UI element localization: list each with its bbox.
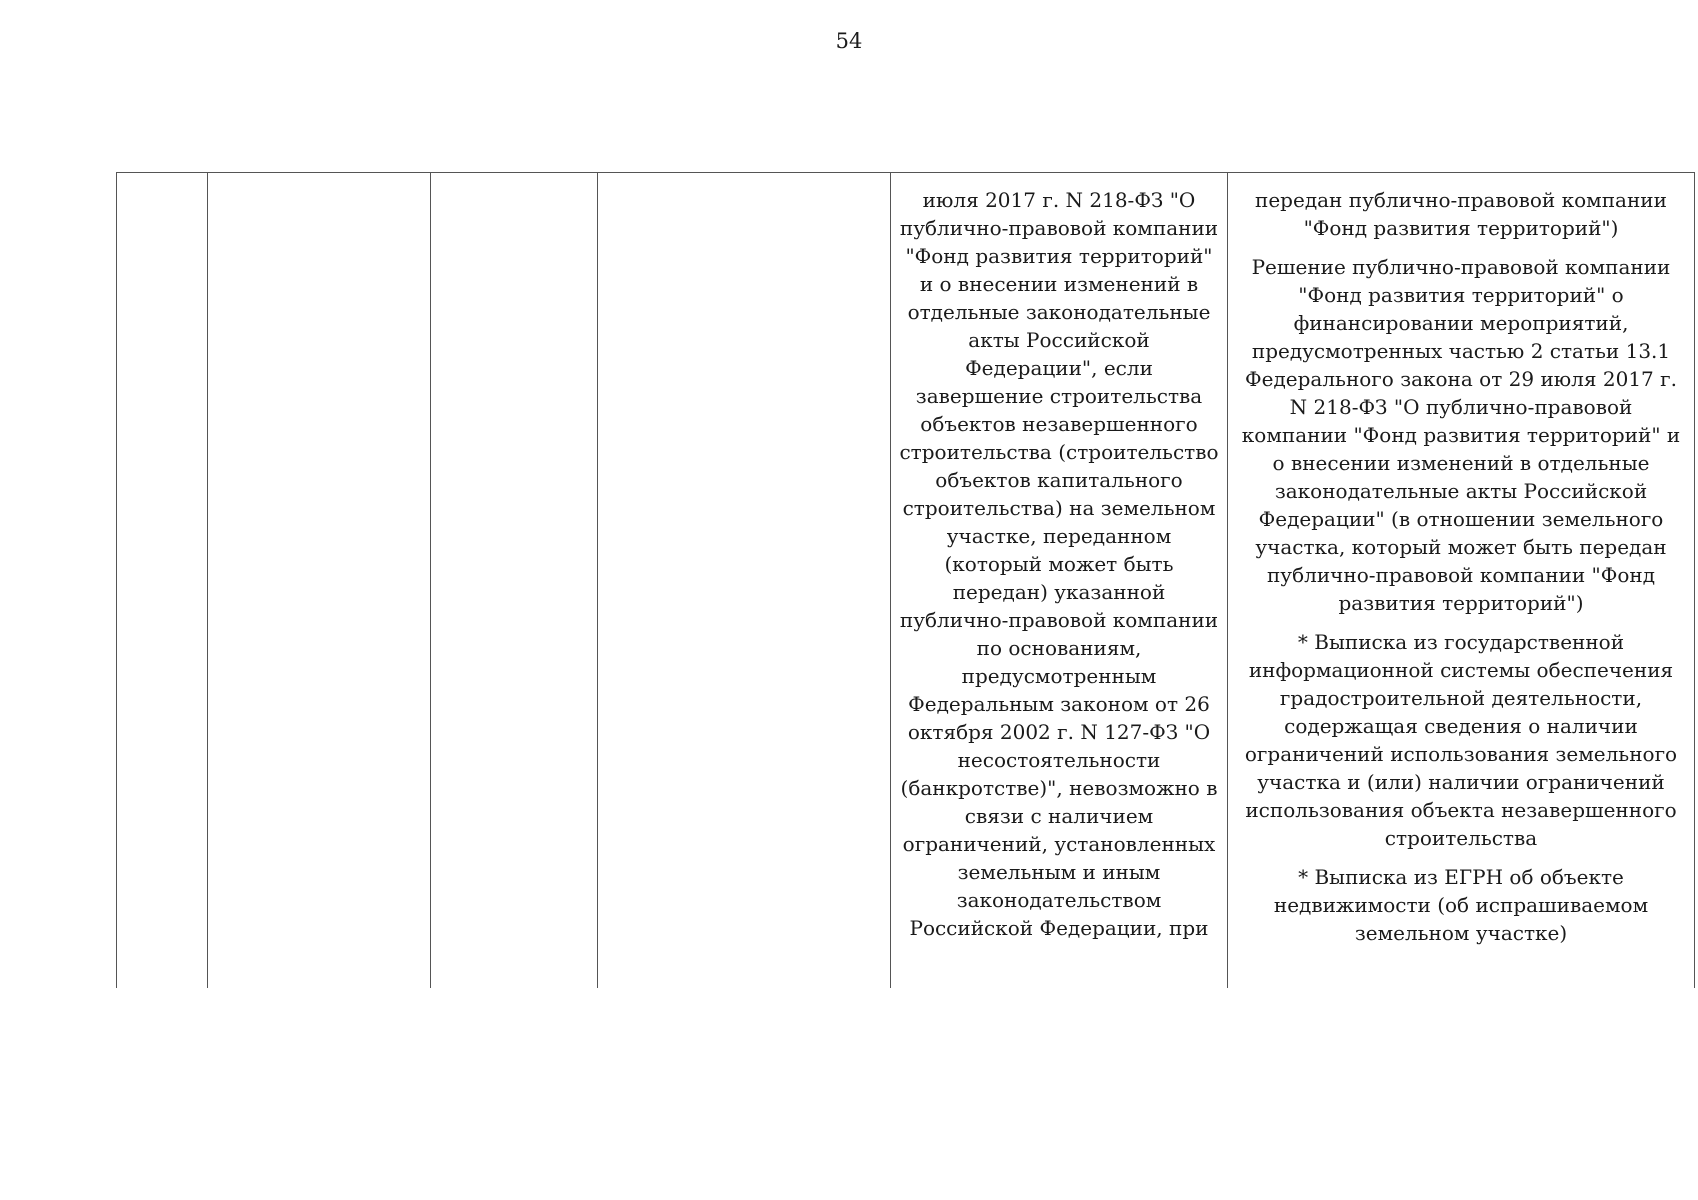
- page-number: 54: [835, 29, 863, 53]
- col-6-paragraph-4: * Выписка из ЕГРН об объекте недвижимости (об испрашиваемом земельном участке): [1273, 865, 1649, 945]
- table-row: [117, 173, 1695, 989]
- document-table: [116, 172, 1695, 988]
- table-cell-col-1: [117, 173, 208, 989]
- table-cell-col-4: [598, 173, 891, 989]
- col-5-text: июля 2017 г. N 218-ФЗ "О публично-правовой компании "Фонд развития территорий" и о внесении изменений в отдельные законодательные акты Российской Федерации", если завершение строительства объектов незавершенного строительства (строительство объектов капитального строительства) на земельном участке, переданном (который может быть передан) указанной публично-правовой компании по основаниям, предусмотренным Федеральным законом от 26 октября 2002 г. N 127-ФЗ "О несостоятельности (банкротстве)", невозможно в связи с наличием ограничений, установленных земельным и иным законодательством Российской Федерации, при: [899, 188, 1219, 940]
- table-cell-col-6: [1228, 173, 1695, 989]
- col-6-paragraph-1: передан публично-правовой компании "Фонд развития территорий"): [1255, 188, 1667, 240]
- table-cell-col-2: [208, 173, 431, 989]
- table-cell-col-3: [431, 173, 598, 989]
- table-cell-col-5: [891, 173, 1228, 989]
- col-6-paragraph-3: * Выписка из государственной информационной системы обеспечения градостроительной деятельности, содержащая сведения о наличии ограничений использования земельного участка и (или) наличии ограничений использования объекта незавершенного строительства: [1244, 630, 1678, 850]
- col-6-paragraph-2: Решение публично-правовой компании "Фонд развития территорий" о финансировании мероприятий, предусмотренных частью 2 статьи 13.1 Федерального закона от 29 июля 2017 г. N 218-ФЗ "О публично-правовой компании "Фонд развития территорий" и о внесении изменений в отдельные законодательные акты Российской Федерации" (в отношении земельного участка, который может быть передан публично-правовой компании "Фонд развития территорий"): [1241, 255, 1681, 615]
